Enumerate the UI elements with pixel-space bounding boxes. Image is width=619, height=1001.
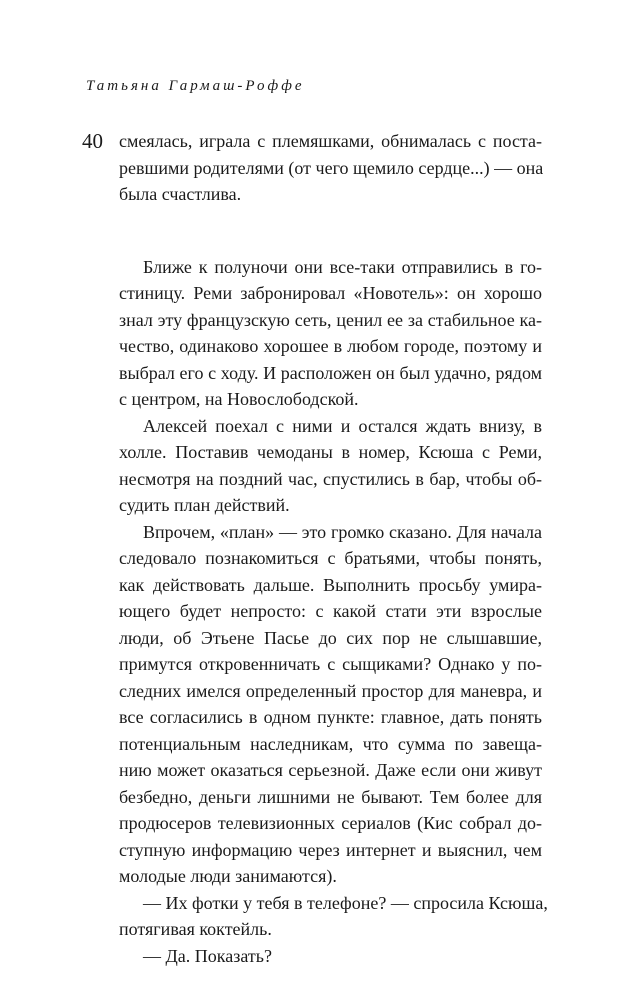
running-head: Татьяна Гармаш-Роффе [86, 78, 305, 94]
text-line: ющего будет непросто: с какой стати эти взрослые [119, 601, 542, 621]
text-line: ревшими родителями (от чего щемило сердце...) — она [119, 157, 544, 178]
text-line: Впрочем, «план» — это громко сказано. Для начала [143, 521, 542, 542]
paragraph [119, 943, 542, 970]
text-line: — Да. Показать? [143, 945, 272, 966]
text-line: знал эту французскую сеть, ценил ее за стабильное ка- [119, 309, 542, 330]
text-line: нию может оказаться серьезной. Даже если они живут [119, 760, 542, 780]
paragraph [119, 128, 542, 208]
text-line: с центром, на Новослободской. [119, 389, 359, 409]
paragraph [119, 890, 548, 943]
text-line: следовало познакомиться с братьями, чтобы понять, [119, 548, 542, 568]
paragraph [119, 519, 542, 890]
text-line: ступную информацию через интернет и выяснил, чем [119, 839, 542, 860]
text-line: люди, об Этьене Пасье до сих пор не слышавшие, [119, 627, 542, 648]
section-break [119, 208, 542, 254]
page-number: 40 [82, 129, 103, 153]
text-line: стиницу. Реми забронировал «Новотель»: он хорошо [119, 283, 542, 303]
text-line: Ближе к полуночи они все-таки отправились в го- [143, 256, 542, 277]
text-line: Алексей поехал с ними и остался ждать внизу, в [143, 415, 542, 436]
text-line: холле. Поставив чемоданы в номер, Ксюша с Реми, [119, 442, 542, 462]
text-line: продюсеров телевизионных сериалов (Кис собрал до- [119, 813, 542, 833]
text-line: безбедно, деньги лишними не бывают. Тем более для [119, 786, 542, 807]
text-line: все согласились в одном пункте: главное, дать понять [119, 707, 542, 727]
body-text [119, 128, 548, 969]
text-line: молодые люди занимаются). [119, 866, 337, 886]
text-line: следних имелся определенный простор для маневра, и [119, 680, 542, 701]
text-line: — Их фотки у тебя в телефоне? — спросила Ксюша, [143, 892, 548, 913]
paragraph [119, 413, 542, 519]
text-line: как действовать дальше. Выполнить просьбу умира- [119, 574, 542, 595]
paragraph [119, 254, 542, 413]
text-line: судить план действий. [119, 495, 290, 515]
text-line: выбрал его с ходу. И расположен он был удачно, рядом [119, 362, 542, 383]
text-line: потенциальным наследникам, что сумма по завеща- [119, 733, 542, 754]
text-line: смеялась, играла с племяшками, обнималась с поста- [119, 131, 542, 151]
text-line: потягивая коктейль. [119, 919, 272, 939]
text-line: несмотря на поздний час, спустились в бар, чтобы об- [119, 468, 542, 489]
text-line: чество, одинаково хорошее в любом городе, поэтому и [119, 336, 542, 356]
text-line: примутся откровенничать с сыщиками? Однако у по- [119, 654, 542, 674]
text-line: была счастлива. [119, 184, 242, 204]
